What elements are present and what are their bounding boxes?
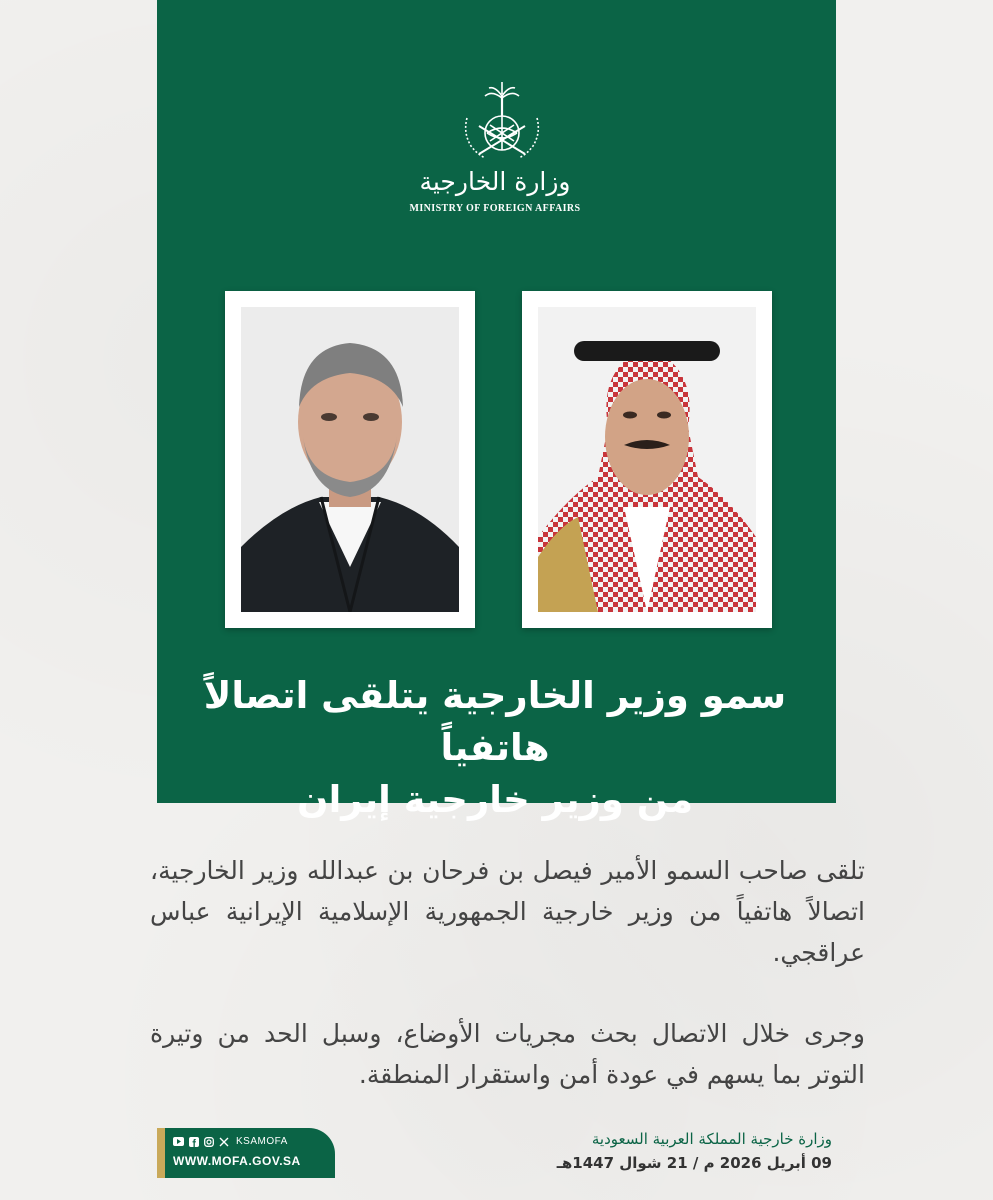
headline bbox=[180, 670, 810, 826]
social-handle[interactable]: KSAMOFA bbox=[236, 1136, 288, 1147]
paragraph-2: وجرى خلال الاتصال بحث مجريات الأوضاع، وسبل الحد من وتيرة التوتر بما يسهم في عودة أمن واستقرار المنطقة. bbox=[150, 1019, 865, 1089]
ministry-name-english: MINISTRY OF FOREIGN AFFAIRS bbox=[409, 203, 581, 214]
photo-frame-iranian-minister bbox=[225, 291, 475, 628]
youtube-icon[interactable] bbox=[173, 1136, 184, 1147]
gold-accent-bar bbox=[157, 1128, 165, 1178]
portrait-photo bbox=[241, 307, 459, 612]
issuing-organization: وزارة خارجية المملكة العربية السعودية bbox=[591, 1130, 832, 1148]
issue-date: 09 أبريل 2026 م / 21 شوال 1447هـ bbox=[556, 1154, 832, 1172]
headline-line-2: من وزير خارجية إيران bbox=[297, 778, 693, 821]
paragraph-1: تلقى صاحب السمو الأمير فيصل بن فرحان بن عبدالله وزير الخارجية، اتصالاً هاتفياً من وزير خارجية الجمهورية الإسلامية الإيرانية عباس عراقجي. bbox=[150, 856, 865, 967]
facebook-icon[interactable] bbox=[188, 1136, 199, 1147]
photo-frame-saudi-minister bbox=[522, 291, 772, 628]
portrait-photo bbox=[538, 307, 756, 612]
statement-body bbox=[150, 850, 865, 1135]
website-url[interactable]: WWW.MOFA.GOV.SA bbox=[173, 1154, 301, 1168]
ministry-name-arabic: وزارة الخارجية bbox=[419, 167, 571, 196]
instagram-icon[interactable] bbox=[203, 1136, 214, 1147]
ministry-emblem-logo bbox=[457, 78, 547, 168]
x-icon[interactable] bbox=[218, 1136, 229, 1147]
social-media-badge bbox=[157, 1128, 335, 1178]
signature-block bbox=[470, 1127, 832, 1175]
headline-line-1: سمو وزير الخارجية يتلقى اتصالاً هاتفياً bbox=[203, 674, 787, 769]
social-icons-row bbox=[173, 1136, 288, 1147]
